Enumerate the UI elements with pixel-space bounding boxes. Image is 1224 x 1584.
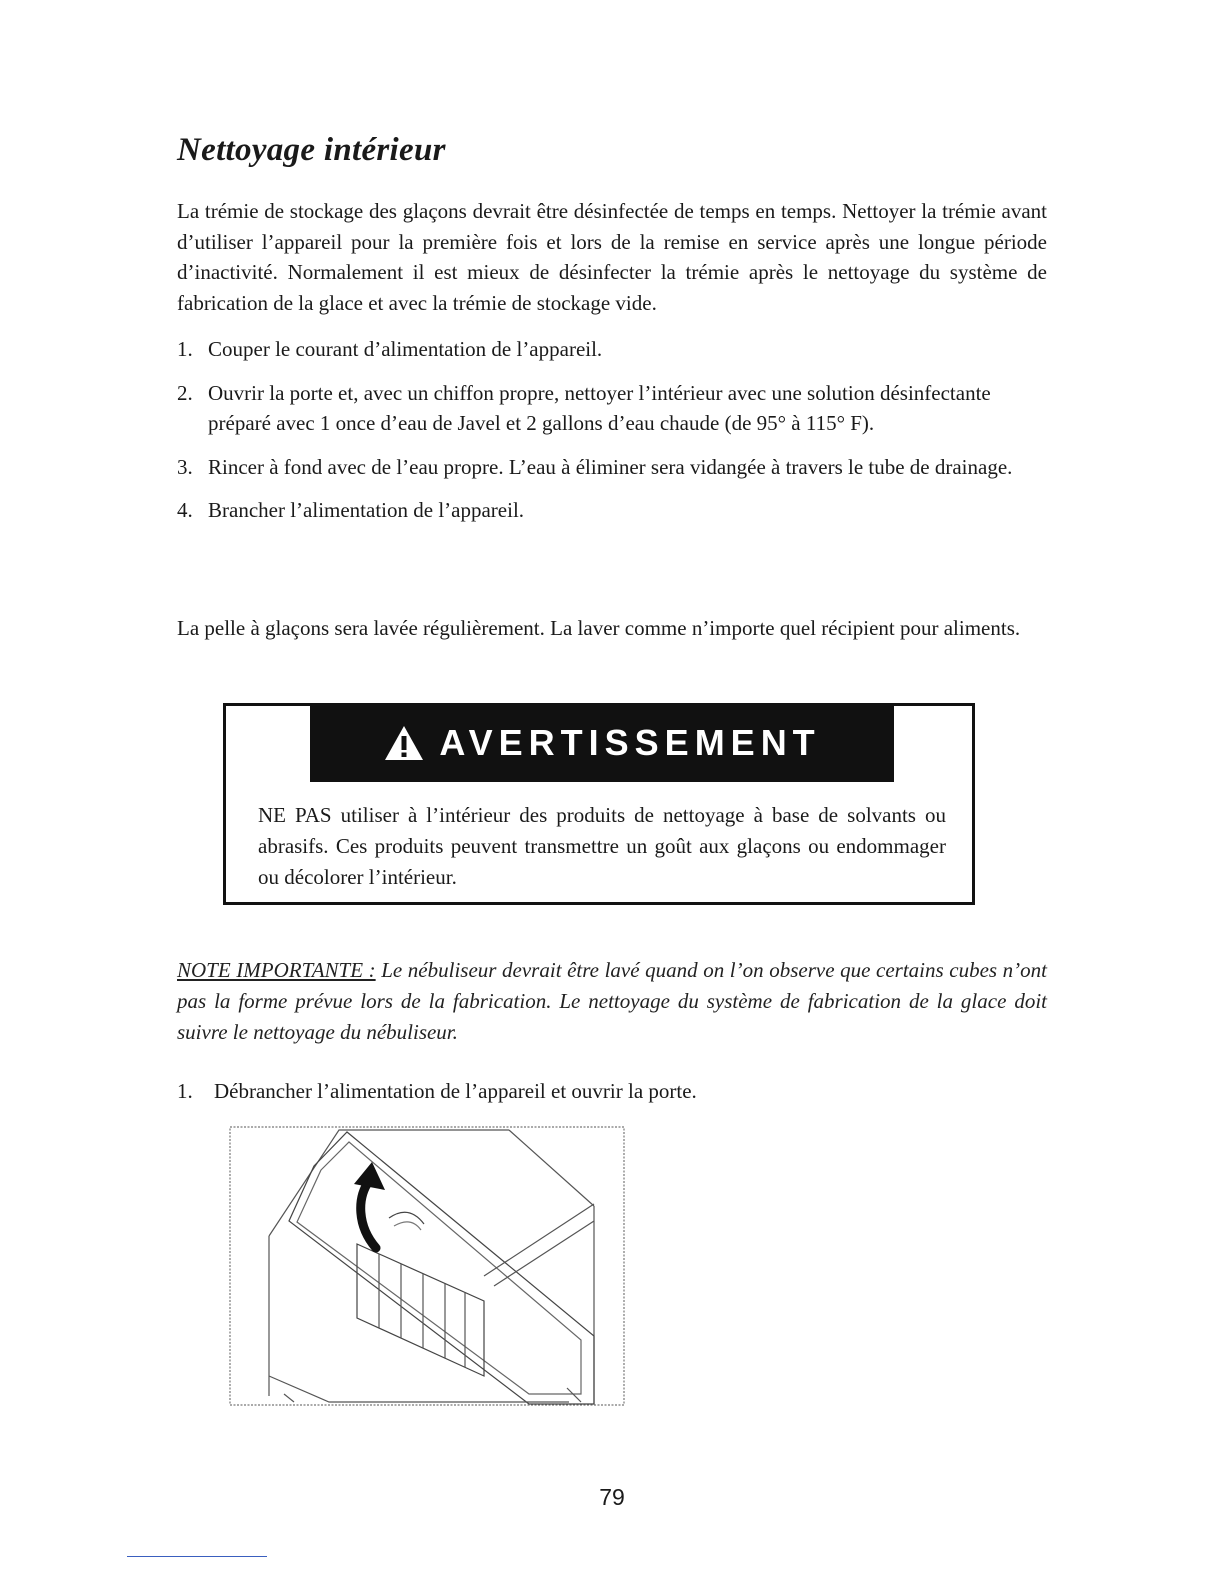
warning-triangle-icon xyxy=(383,724,425,762)
warning-label: AVERTISSEMENT xyxy=(439,721,821,763)
page-number: 79 xyxy=(599,1484,625,1510)
list-item xyxy=(177,378,1047,439)
scoop-paragraph: La pelle à glaçons sera lavée régulièrement. La laver comme n’importe quel récipient pour aliments. xyxy=(177,616,1021,640)
step-number: 1. xyxy=(177,337,193,361)
warning-banner xyxy=(310,703,894,782)
ice-machine-door-open-illustration-icon xyxy=(229,1126,625,1406)
step-text: Débrancher l’alimentation de l’appareil et ouvrir la porte. xyxy=(214,1079,697,1103)
intro-paragraph: La trémie de stockage des glaçons devrait être désinfectée de temps en temps. Nettoyer la trémie avant d’utiliser l’appareil pour la première fois et lors de la remise en service après une longue période d’inactivité. Normalement il est mieux de désinfecter la trémie après le nettoyage du système de fabrication de la glace et avec la trémie de stockage vide. xyxy=(177,199,1047,315)
step-text: Ouvrir la porte et, avec un chiffon propre, nettoyer l’intérieur avec une solution désinfectante préparé avec 1 once d’eau de Javel et 2 gallons d’eau chaude (de 95° à 115° F). xyxy=(208,380,991,435)
warning-box xyxy=(223,703,975,905)
step-number: 3. xyxy=(177,454,193,479)
list-item xyxy=(177,452,1047,483)
note-text: Le nébuliseur devrait être lavé quand on l’on observe que certains cubes n’ont pas la forme prévue lors de la fabrication. Le nettoyage du système de fabrication de la glace doit suivre le nettoyage du nébuliseur. xyxy=(177,958,1047,1044)
step-text: Rincer à fond avec de l’eau propre. L’eau à éliminer sera vidangée à travers le tube de drainage. xyxy=(208,454,1013,479)
note-label: NOTE IMPORTANTE : xyxy=(177,958,376,982)
step-text: Brancher l’alimentation de l’appareil. xyxy=(208,498,525,522)
list-item xyxy=(177,495,1047,526)
warning-text: NE PAS utiliser à l’intérieur des produits de nettoyage à base de solvants ou abrasifs. Ces produits peuvent transmettre un goût aux glaçons ou endommager ou décolorer l’intérieur. xyxy=(258,803,946,889)
footer-divider xyxy=(127,1556,267,1557)
section-title: Nettoyage intérieur xyxy=(177,132,446,168)
important-note xyxy=(177,955,1047,1048)
nebulizer-step xyxy=(177,1076,1047,1106)
cleaning-steps-list xyxy=(177,334,1047,539)
step-text: Couper le courant d’alimentation de l’appareil. xyxy=(208,337,603,361)
step-number: 2. xyxy=(177,380,193,405)
step-number: 1. xyxy=(177,1079,193,1103)
list-item xyxy=(177,334,1047,365)
step-number: 4. xyxy=(177,498,193,522)
